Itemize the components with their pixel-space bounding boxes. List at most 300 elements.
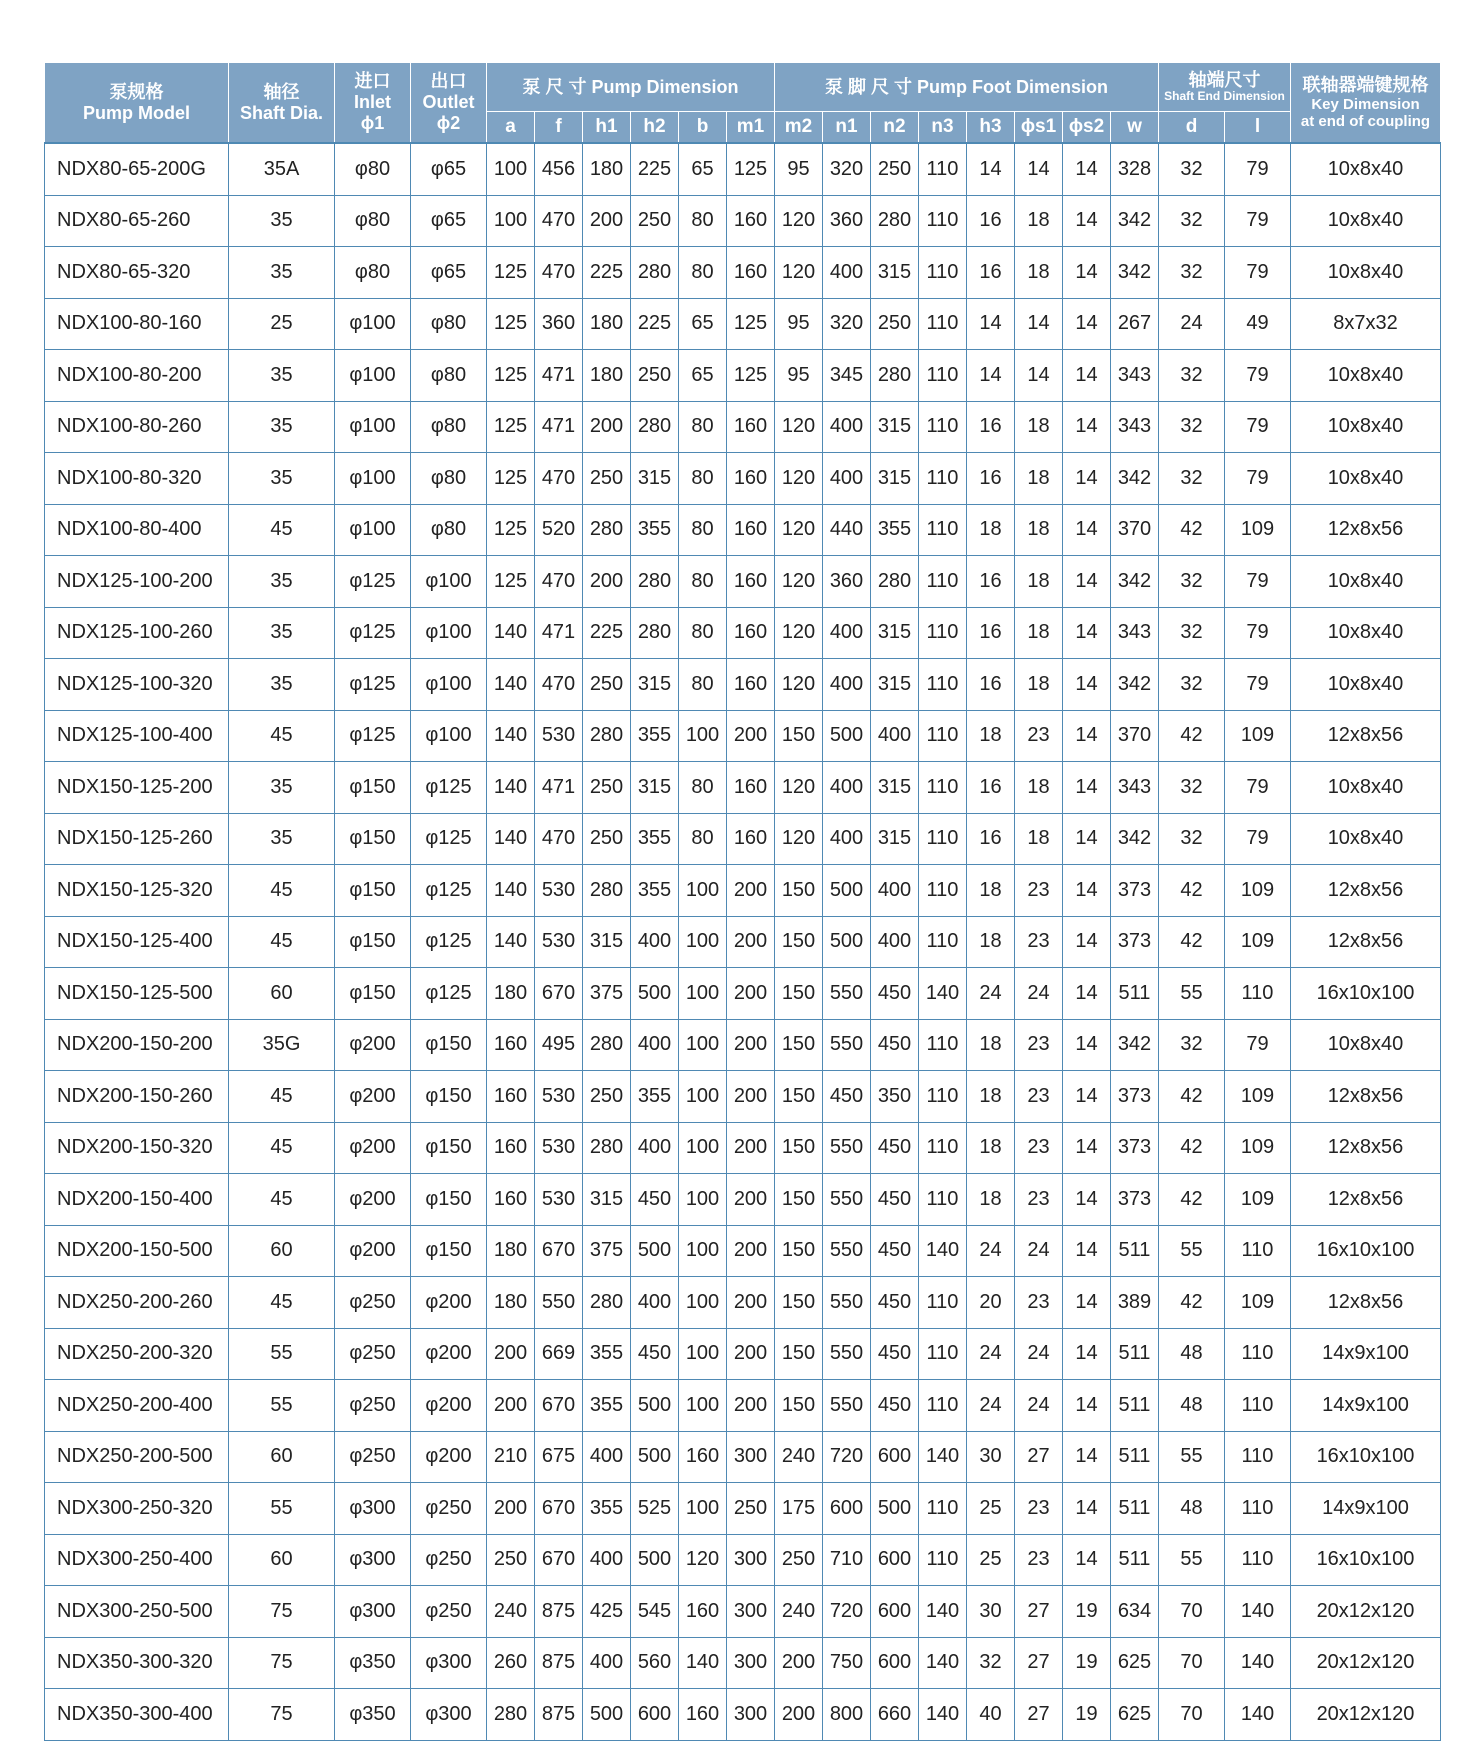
table-cell: 110 [919, 865, 967, 917]
table-cell: 150 [775, 1328, 823, 1380]
pump-model-cell: NDX150-125-200 [45, 762, 229, 814]
table-cell: 675 [535, 1431, 583, 1483]
table-cell: 100 [679, 710, 727, 762]
table-cell: 355 [631, 504, 679, 556]
table-cell: 42 [1159, 1174, 1225, 1226]
table-cell: 500 [823, 865, 871, 917]
pump-model-cell: NDX250-200-320 [45, 1328, 229, 1380]
table-cell: 150 [775, 1380, 823, 1432]
table-cell: 140 [1225, 1586, 1291, 1638]
table-cell: 20x12x120 [1291, 1586, 1441, 1638]
header-shaft-en: Shaft Dia. [239, 102, 323, 123]
table-cell: 10x8x40 [1291, 195, 1441, 247]
table-cell: 65 [679, 350, 727, 402]
table-cell: 16 [967, 247, 1015, 299]
table-cell: 120 [775, 659, 823, 711]
subheader-cell: m1 [727, 112, 775, 144]
table-cell: 18 [1015, 504, 1063, 556]
table-cell: 140 [679, 1637, 727, 1689]
table-cell: 14 [1063, 1328, 1111, 1380]
table-cell: φ150 [411, 1225, 487, 1277]
table-cell: 110 [919, 453, 967, 505]
table-cell: φ350 [335, 1637, 411, 1689]
table-cell: 600 [871, 1534, 919, 1586]
table-cell: 100 [679, 1225, 727, 1277]
table-cell: 100 [679, 1328, 727, 1380]
table-cell: 550 [823, 1380, 871, 1432]
header-pump-foot-dimension: 泵 脚 尺 寸 Pump Foot Dimension [775, 63, 1159, 112]
table-cell: 24 [967, 1380, 1015, 1432]
table-cell: 14 [1063, 1071, 1111, 1123]
table-row [45, 865, 1441, 917]
table-cell: 42 [1159, 916, 1225, 968]
table-cell: φ200 [411, 1380, 487, 1432]
table-cell: 14 [1063, 659, 1111, 711]
table-cell: φ300 [411, 1689, 487, 1741]
table-cell: 120 [775, 247, 823, 299]
table-cell: 45 [229, 1122, 335, 1174]
table-cell: 400 [583, 1431, 631, 1483]
table-cell: 18 [1015, 556, 1063, 608]
table-cell: φ125 [411, 916, 487, 968]
table-cell: φ125 [411, 968, 487, 1020]
header-pump-model [45, 63, 229, 144]
table-row [45, 710, 1441, 762]
pump-model-cell: NDX125-100-260 [45, 607, 229, 659]
table-cell: 125 [487, 453, 535, 505]
subheader-cell: h1 [583, 112, 631, 144]
table-cell: 23 [1015, 1019, 1063, 1071]
table-cell: 470 [535, 195, 583, 247]
table-cell: 450 [631, 1174, 679, 1226]
table-cell: 669 [535, 1328, 583, 1380]
table-cell: 14 [1063, 1534, 1111, 1586]
table-cell: 75 [229, 1689, 335, 1741]
table-cell: 373 [1111, 1071, 1159, 1123]
table-cell: 200 [487, 1483, 535, 1535]
table-cell: φ150 [335, 916, 411, 968]
header-outlet-en: Outlet [422, 92, 475, 113]
pump-model-cell: NDX80-65-200G [45, 143, 229, 195]
table-cell: φ100 [411, 607, 487, 659]
table-cell: 500 [631, 1431, 679, 1483]
table-cell: φ150 [411, 1019, 487, 1071]
table-cell: 200 [727, 1225, 775, 1277]
table-cell: φ125 [411, 762, 487, 814]
table-cell: 500 [823, 916, 871, 968]
table-cell: 10x8x40 [1291, 607, 1441, 659]
table-row [45, 968, 1441, 1020]
table-cell: 55 [229, 1483, 335, 1535]
table-cell: 600 [631, 1689, 679, 1741]
table-cell: 18 [967, 916, 1015, 968]
table-cell: 300 [727, 1431, 775, 1483]
table-cell: 300 [727, 1586, 775, 1638]
table-cell: 315 [631, 453, 679, 505]
table-cell: 315 [583, 1174, 631, 1226]
table-cell: 14 [1063, 195, 1111, 247]
table-cell: 225 [631, 298, 679, 350]
table-cell: 32 [1159, 607, 1225, 659]
table-cell: 150 [775, 968, 823, 1020]
table-cell: 16 [967, 556, 1015, 608]
table-cell: 140 [1225, 1637, 1291, 1689]
table-cell: 19 [1063, 1637, 1111, 1689]
table-cell: 400 [823, 659, 871, 711]
table-cell: 35 [229, 607, 335, 659]
table-cell: 120 [679, 1534, 727, 1586]
table-cell: 250 [583, 1071, 631, 1123]
table-cell: 30 [967, 1431, 1015, 1483]
table-cell: 140 [487, 813, 535, 865]
table-cell: φ100 [411, 710, 487, 762]
table-cell: 160 [727, 556, 775, 608]
table-cell: 200 [727, 1019, 775, 1071]
table-cell: φ80 [411, 453, 487, 505]
table-cell: 14 [1063, 813, 1111, 865]
table-cell: 16 [967, 762, 1015, 814]
table-cell: 18 [1015, 762, 1063, 814]
table-cell: 32 [1159, 556, 1225, 608]
table-cell: 400 [631, 1019, 679, 1071]
table-cell: 100 [679, 865, 727, 917]
table-cell: 720 [823, 1431, 871, 1483]
table-cell: 160 [727, 401, 775, 453]
table-row [45, 1174, 1441, 1226]
table-cell: 35 [229, 195, 335, 247]
header-key-dimension [1291, 63, 1441, 144]
table-cell: 140 [919, 1689, 967, 1741]
table-row [45, 1380, 1441, 1432]
table-cell: 315 [583, 916, 631, 968]
table-cell: 634 [1111, 1586, 1159, 1638]
table-cell: 400 [871, 865, 919, 917]
table-cell: 14x9x100 [1291, 1483, 1441, 1535]
table-cell: 500 [871, 1483, 919, 1535]
table-cell: 110 [1225, 1225, 1291, 1277]
table-cell: 200 [583, 195, 631, 247]
table-row [45, 1586, 1441, 1638]
table-cell: 450 [871, 1225, 919, 1277]
table-cell: 373 [1111, 865, 1159, 917]
table-cell: 342 [1111, 195, 1159, 247]
table-cell: 125 [487, 401, 535, 453]
pump-model-cell: NDX125-100-400 [45, 710, 229, 762]
table-cell: 315 [631, 762, 679, 814]
table-cell: 14 [1063, 1019, 1111, 1071]
table-cell: 500 [823, 710, 871, 762]
table-row [45, 453, 1441, 505]
table-cell: 100 [679, 1122, 727, 1174]
table-cell: 320 [823, 298, 871, 350]
table-cell: 600 [871, 1637, 919, 1689]
table-cell: 16x10x100 [1291, 1225, 1441, 1277]
table-cell: 400 [871, 916, 919, 968]
table-cell: 355 [631, 865, 679, 917]
table-cell: 160 [727, 607, 775, 659]
table-cell: 14 [1063, 968, 1111, 1020]
subheader-cell: h2 [631, 112, 679, 144]
table-cell: 18 [1015, 813, 1063, 865]
table-row [45, 1019, 1441, 1071]
table-cell: 110 [919, 350, 967, 402]
table-cell: φ250 [335, 1380, 411, 1432]
table-cell: 24 [1015, 1225, 1063, 1277]
table-cell: 120 [775, 195, 823, 247]
table-cell: 125 [487, 556, 535, 608]
table-cell: 342 [1111, 247, 1159, 299]
table-cell: 200 [583, 401, 631, 453]
header-inlet [335, 63, 411, 144]
table-cell: 200 [775, 1637, 823, 1689]
table-cell: 10x8x40 [1291, 143, 1441, 195]
table-row [45, 1277, 1441, 1329]
table-cell: 109 [1225, 916, 1291, 968]
table-cell: 120 [775, 762, 823, 814]
table-cell: 750 [823, 1637, 871, 1689]
table-cell: 110 [919, 1380, 967, 1432]
table-cell: 120 [775, 401, 823, 453]
table-cell: 110 [1225, 1483, 1291, 1535]
pump-model-cell: NDX250-200-500 [45, 1431, 229, 1483]
table-cell: 200 [727, 1328, 775, 1380]
table-row [45, 247, 1441, 299]
table-row [45, 401, 1441, 453]
table-cell: 35 [229, 350, 335, 402]
table-cell: 120 [775, 607, 823, 659]
table-cell: φ150 [335, 968, 411, 1020]
table-cell: 355 [631, 813, 679, 865]
header-key-en: Key Dimension [1311, 95, 1420, 113]
table-cell: 24 [1159, 298, 1225, 350]
table-cell: 355 [583, 1380, 631, 1432]
table-cell: 140 [919, 1431, 967, 1483]
table-cell: 14 [1063, 556, 1111, 608]
table-cell: 30 [967, 1586, 1015, 1638]
table-cell: φ125 [335, 710, 411, 762]
pump-model-cell: NDX200-150-500 [45, 1225, 229, 1277]
table-cell: 49 [1225, 298, 1291, 350]
table-cell: 35 [229, 556, 335, 608]
table-cell: 180 [583, 350, 631, 402]
table-cell: 25 [967, 1534, 1015, 1586]
table-cell: 470 [535, 556, 583, 608]
table-cell: 14 [967, 350, 1015, 402]
table-cell: 250 [631, 350, 679, 402]
table-cell: 530 [535, 710, 583, 762]
table-cell: φ100 [335, 298, 411, 350]
table-cell: φ150 [411, 1174, 487, 1226]
subheader-cell: a [487, 112, 535, 144]
table-cell: 35 [229, 453, 335, 505]
table-cell: 240 [775, 1586, 823, 1638]
pump-model-cell: NDX300-250-500 [45, 1586, 229, 1638]
table-cell: 100 [679, 1277, 727, 1329]
pump-model-cell: NDX200-150-400 [45, 1174, 229, 1226]
table-cell: 110 [919, 1277, 967, 1329]
table-cell: 110 [919, 1019, 967, 1071]
table-cell: 10x8x40 [1291, 659, 1441, 711]
table-cell: 80 [679, 504, 727, 556]
table-cell: 800 [823, 1689, 871, 1741]
table-cell: 70 [1159, 1637, 1225, 1689]
table-cell: 55 [1159, 1431, 1225, 1483]
subheader-cell: n3 [919, 112, 967, 144]
table-cell: 48 [1159, 1328, 1225, 1380]
table-cell: 14 [1015, 350, 1063, 402]
table-cell: 670 [535, 1380, 583, 1432]
table-cell: 35G [229, 1019, 335, 1071]
table-cell: 10x8x40 [1291, 762, 1441, 814]
header-shaft-cn: 轴径 [263, 81, 300, 102]
table-cell: 355 [583, 1328, 631, 1380]
table-cell: 27 [1015, 1689, 1063, 1741]
subheader-cell: n1 [823, 112, 871, 144]
table-cell: 450 [871, 1122, 919, 1174]
table-cell: 530 [535, 1174, 583, 1226]
table-cell: 109 [1225, 710, 1291, 762]
table-cell: 18 [967, 710, 1015, 762]
header-shaft-end-en: Shaft End Dimension [1164, 89, 1285, 104]
table-cell: 110 [919, 916, 967, 968]
table-cell: 110 [919, 1071, 967, 1123]
table-cell: 200 [583, 556, 631, 608]
table-cell: 400 [823, 247, 871, 299]
table-cell: 400 [631, 916, 679, 968]
table-cell: 24 [967, 1225, 1015, 1277]
table-cell: 530 [535, 1071, 583, 1123]
pump-model-cell: NDX200-150-320 [45, 1122, 229, 1174]
table-cell: 450 [871, 1380, 919, 1432]
table-cell: 530 [535, 916, 583, 968]
table-cell: 12x8x56 [1291, 504, 1441, 556]
table-cell: 80 [679, 453, 727, 505]
pump-model-cell: NDX200-150-260 [45, 1071, 229, 1123]
header-row-main [45, 63, 1441, 112]
table-cell: 32 [1159, 762, 1225, 814]
subheader-cell: d [1159, 112, 1225, 144]
table-cell: 35 [229, 659, 335, 711]
table-cell: 300 [727, 1637, 775, 1689]
table-cell: 27 [1015, 1586, 1063, 1638]
table-cell: φ80 [411, 401, 487, 453]
table-cell: 14x9x100 [1291, 1380, 1441, 1432]
table-cell: 875 [535, 1586, 583, 1638]
table-cell: 10x8x40 [1291, 453, 1441, 505]
table-cell: 45 [229, 710, 335, 762]
table-cell: 35A [229, 143, 335, 195]
table-cell: 60 [229, 968, 335, 1020]
table-cell: 79 [1225, 401, 1291, 453]
table-cell: 42 [1159, 1277, 1225, 1329]
table-cell: 550 [823, 1225, 871, 1277]
table-cell: φ200 [335, 1122, 411, 1174]
table-cell: 373 [1111, 916, 1159, 968]
pump-model-cell: NDX350-300-320 [45, 1637, 229, 1689]
table-cell: 550 [823, 1174, 871, 1226]
table-cell: 342 [1111, 659, 1159, 711]
table-cell: 355 [583, 1483, 631, 1535]
table-cell: 315 [871, 453, 919, 505]
table-cell: 16x10x100 [1291, 968, 1441, 1020]
table-cell: φ200 [411, 1277, 487, 1329]
table-cell: 79 [1225, 556, 1291, 608]
table-cell: 360 [823, 195, 871, 247]
table-cell: φ100 [335, 350, 411, 402]
table-cell: 14 [1063, 1483, 1111, 1535]
table-cell: 400 [823, 607, 871, 659]
table-cell: 12x8x56 [1291, 916, 1441, 968]
table-cell: 12x8x56 [1291, 1277, 1441, 1329]
table-cell: 55 [1159, 1225, 1225, 1277]
table-cell: 79 [1225, 247, 1291, 299]
table-cell: 79 [1225, 762, 1291, 814]
subheader-cell: m2 [775, 112, 823, 144]
spec-table-container [44, 62, 1436, 1741]
table-cell: 160 [727, 813, 775, 865]
table-cell: 280 [631, 247, 679, 299]
table-cell: 19 [1063, 1586, 1111, 1638]
table-cell: 280 [871, 350, 919, 402]
subheader-cell: ϕs1 [1015, 112, 1063, 144]
table-cell: 150 [775, 865, 823, 917]
table-cell: 550 [823, 968, 871, 1020]
table-cell: 280 [871, 195, 919, 247]
table-cell: 200 [727, 865, 775, 917]
table-cell: 140 [919, 1586, 967, 1638]
table-cell: 200 [727, 1380, 775, 1432]
table-cell: 400 [823, 453, 871, 505]
table-cell: 342 [1111, 453, 1159, 505]
table-cell: φ150 [335, 813, 411, 865]
table-cell: 120 [775, 556, 823, 608]
table-cell: 70 [1159, 1586, 1225, 1638]
table-cell: 18 [1015, 401, 1063, 453]
table-cell: 511 [1111, 1534, 1159, 1586]
table-cell: 42 [1159, 504, 1225, 556]
table-cell: 140 [919, 1225, 967, 1277]
table-cell: 250 [631, 195, 679, 247]
pump-model-cell: NDX300-250-320 [45, 1483, 229, 1535]
pump-model-cell: NDX300-250-400 [45, 1534, 229, 1586]
table-cell: 560 [631, 1637, 679, 1689]
table-cell: 14 [1015, 143, 1063, 195]
table-cell: 225 [631, 143, 679, 195]
table-cell: φ200 [411, 1328, 487, 1380]
table-cell: 140 [1225, 1689, 1291, 1741]
table-cell: 471 [535, 607, 583, 659]
table-cell: 450 [871, 1328, 919, 1380]
table-cell: 110 [919, 556, 967, 608]
table-cell: 500 [631, 968, 679, 1020]
table-cell: 18 [967, 1122, 1015, 1174]
table-cell: 45 [229, 1174, 335, 1226]
table-cell: 14 [1063, 1277, 1111, 1329]
table-cell: 110 [919, 1483, 967, 1535]
table-cell: 95 [775, 143, 823, 195]
table-cell: 16 [967, 401, 1015, 453]
header-pump-model-cn: 泵规格 [109, 81, 164, 102]
header-outlet-symbol: ϕ2 [436, 112, 461, 133]
table-cell: 110 [919, 247, 967, 299]
pump-model-cell: NDX350-300-400 [45, 1689, 229, 1741]
table-cell: 200 [727, 1071, 775, 1123]
table-cell: 20x12x120 [1291, 1637, 1441, 1689]
table-row [45, 556, 1441, 608]
table-cell: 18 [967, 504, 1015, 556]
table-cell: 175 [775, 1483, 823, 1535]
table-cell: 42 [1159, 1071, 1225, 1123]
